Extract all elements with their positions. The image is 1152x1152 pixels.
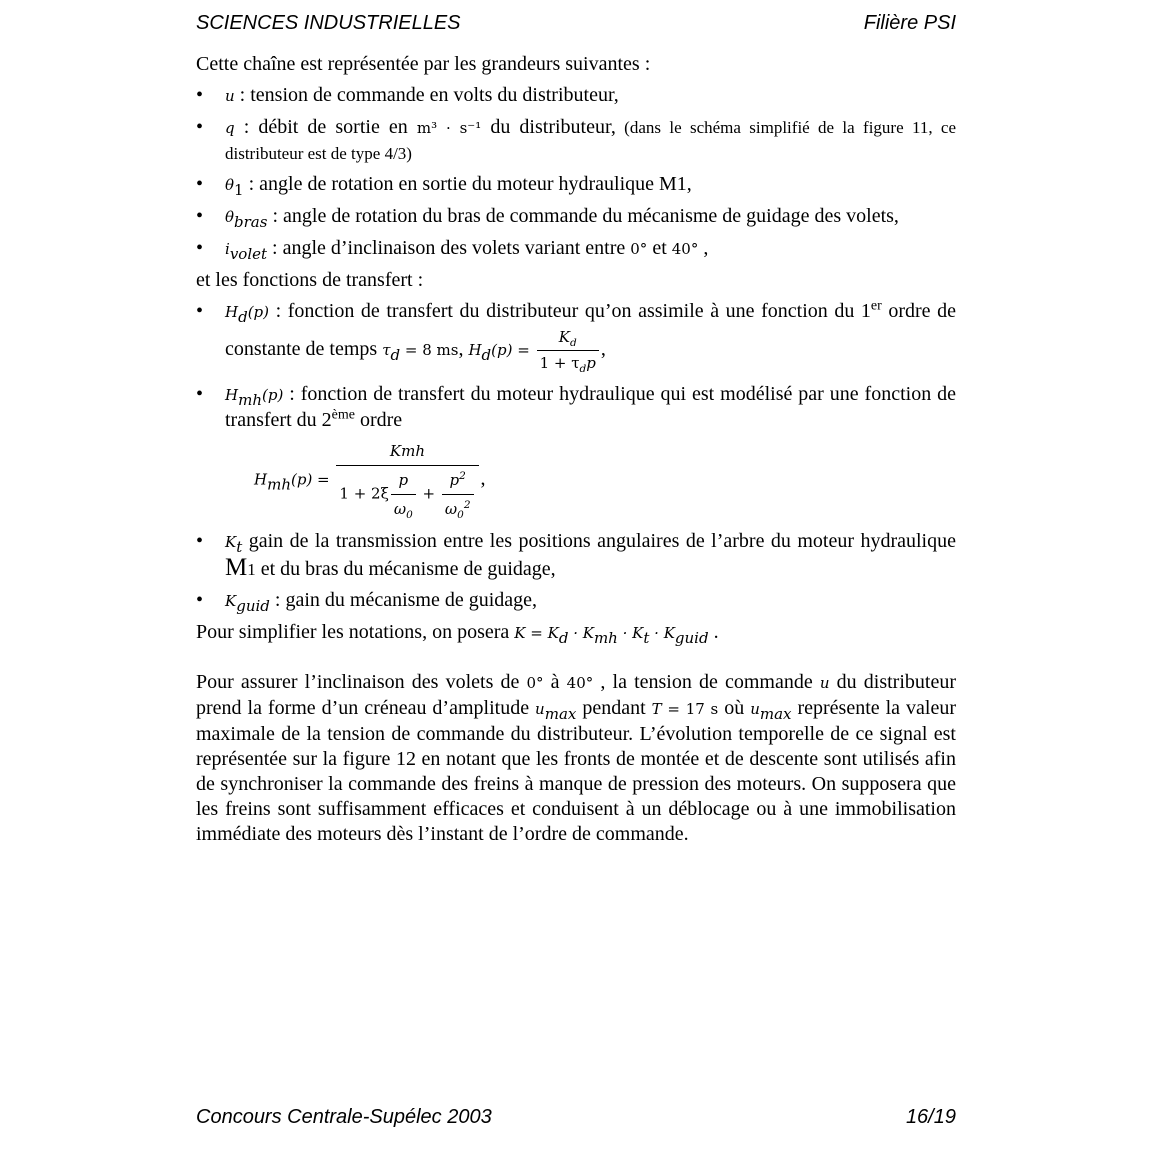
- para-text: , la tension de commande: [593, 671, 820, 693]
- para-text: du distributeur prend la forme d’un créneau d’amplitude: [196, 671, 956, 719]
- math-H: H: [254, 470, 268, 489]
- simplify-text: Pour simplifier les notations, on posera: [196, 621, 515, 643]
- math-tau: τ: [382, 341, 391, 360]
- math-theta: θ: [225, 176, 235, 194]
- math-sub: mh: [267, 475, 291, 494]
- bullet-theta1-text: : angle de rotation en sortie du moteur hydraulique M1,: [243, 173, 692, 195]
- bullet-q-note: (dans le schéma simplifié de la figure 11, ce distributeur est de type 4/3): [225, 118, 957, 163]
- math-dot: · K: [649, 624, 675, 642]
- math-sub: d: [238, 308, 248, 326]
- bullet-kt-text: gain de la transmission entre les positions angulaires de l’arbre du moteur hydraulique: [242, 530, 956, 552]
- math-dot: · K: [617, 624, 644, 642]
- math-H: H: [468, 341, 482, 360]
- frac-num: p: [391, 466, 416, 495]
- math-K: K: [225, 592, 237, 610]
- hmh-equation: $H_{mh}(p)$ = Kmh 1 + 2ξ $\frac{p}{\omega_0}$ + $\frac{p^2}{\omega_0^2}$ ,: [254, 437, 956, 523]
- bullet-icon: •: [196, 205, 204, 227]
- bullet-icon: •: [196, 84, 204, 106]
- bullet-ivolet-text: : angle d’inclinaison des volets variant entre: [267, 237, 631, 259]
- transfer-intro: et les fonctions de transfert :: [196, 269, 424, 291]
- math-sub: volet: [229, 245, 268, 263]
- motor-label: M: [225, 554, 248, 581]
- math-u: u: [750, 700, 760, 718]
- frac-den: 1 + τ: [539, 354, 580, 372]
- math-angle: 0°: [526, 674, 544, 692]
- frac-num: K: [558, 328, 570, 346]
- math-u: u: [535, 700, 545, 718]
- frac-den: 1 + 2ξ: [339, 484, 389, 503]
- math-angle: 0°: [630, 240, 648, 258]
- math-K: K = K: [514, 624, 559, 642]
- math-i: i: [225, 240, 230, 258]
- bullet-hmh-text: : fonction de transfert du moteur hydraulique qui est modélisé par une fonction de transfert du: [225, 383, 956, 431]
- bullet-kt: [196, 529, 956, 582]
- inner-fraction: [442, 466, 474, 523]
- bullet-q: [196, 115, 956, 166]
- ordinal-sup: ème: [331, 407, 355, 423]
- footer-page-number: 16/19: [905, 1106, 956, 1128]
- para-text: où: [718, 697, 751, 719]
- math-omega: ω: [444, 500, 458, 518]
- bullet-hd: • $H_d(p)$ : fonction de transfert du distributeur qu’on assimile à une fonction du 1er ordre de constante de temps $\tau_d = 8$ ms, $H_d(p)$ = $\frac{K_d}{1 + \tau_dp}$ ,: [196, 298, 956, 375]
- bullet-hd-text: : fonction de transfert du distributeur qu’on assimile à une fonction du: [269, 300, 861, 322]
- math-q-unit: m³ · s⁻¹: [416, 119, 482, 137]
- bullet-q-text2: du distributeur,: [481, 116, 616, 138]
- math-end: .: [708, 621, 719, 643]
- hmh-fraction: [336, 437, 478, 523]
- simplify-line: [196, 620, 956, 646]
- bullet-icon: •: [196, 589, 204, 611]
- bullet-q-text: : débit de sortie en: [234, 116, 417, 138]
- math-q: q: [225, 119, 235, 137]
- bullet-kguid-text: : gain du mécanisme de guidage,: [269, 589, 538, 611]
- bullet-icon: •: [196, 300, 204, 322]
- math-u: u: [819, 674, 830, 692]
- bullet-kguid: [196, 588, 956, 614]
- math-sub: guid: [236, 597, 270, 615]
- footer-contest: Concours Centrale-Supélec 2003: [196, 1106, 492, 1128]
- frac-num: Kmh: [336, 437, 478, 466]
- ordinal-num: 2: [321, 409, 332, 431]
- bullet-u: [196, 83, 956, 109]
- math-angle: 40°: [566, 674, 594, 692]
- math-sub: max: [544, 705, 577, 723]
- math-sup: 2: [463, 499, 471, 511]
- math-T: T: [651, 700, 662, 718]
- final-paragraph: [196, 670, 956, 847]
- header-section: Filière PSI: [863, 12, 956, 34]
- math-arg: (p) =: [491, 341, 535, 360]
- math-omega: ω: [393, 500, 407, 518]
- math-theta: θ: [225, 208, 235, 226]
- bullet-hd-text2: ordre de constante de temps: [225, 300, 956, 361]
- bullet-icon: •: [196, 530, 204, 552]
- math-dot: · K: [568, 624, 594, 642]
- math-sub: d: [579, 363, 587, 375]
- math-sub: d: [481, 346, 492, 365]
- document-body: [196, 52, 956, 847]
- bullet-kt-text2: et du bras du mécanisme de guidage,: [255, 558, 556, 580]
- bullet-theta1: [196, 172, 956, 198]
- frac-num: p: [449, 471, 460, 489]
- math-arg: (p) =: [290, 470, 335, 489]
- ordinal-sup: er: [870, 298, 882, 314]
- math-arg: (p): [247, 303, 270, 321]
- bullet-theta-bras-text: : angle de rotation du bras de commande du mécanisme de guidage des volets,: [267, 205, 899, 227]
- para-text: Pour assurer l’inclinaison des volets de: [196, 671, 527, 693]
- math-sub: max: [759, 705, 792, 723]
- math-tau-value: = 8 ms: [400, 341, 459, 360]
- math-arg: (p): [261, 386, 284, 404]
- math-angle: 40°: [671, 240, 699, 258]
- bullet-ivolet-end: ,: [698, 237, 709, 259]
- math-sub: 1: [234, 181, 244, 199]
- math-T-value: = 17 s: [661, 700, 719, 718]
- math-sub: 0: [457, 509, 464, 521]
- bullet-ivolet-and: et: [647, 237, 672, 259]
- math-sub: mh: [238, 391, 262, 409]
- math-sub: guid: [674, 629, 709, 647]
- bullet-u-text: : tension de commande en volts du distributeur,: [234, 84, 619, 106]
- bullet-icon: •: [196, 237, 204, 259]
- math-sub: d: [569, 337, 577, 349]
- para-text: pendant: [576, 697, 652, 719]
- bullet-ivolet: [196, 236, 956, 262]
- para-text: représente la valeur maximale de la tension de commande du distributeur. L’évolution temporelle de ce signal est représentée sur la figure 12 en notant que les fronts de montée et de descente sont utilisés afin de synchroniser la commande des freins à manque de pression des moteurs. On supposera que les freins sont suffisamment efficaces et conduisent à un déblocage ou à une immobilisation immédiate des moteurs dès l’instant de l’ordre de commande.: [196, 697, 956, 845]
- math-plus: +: [417, 484, 440, 503]
- math-sub: bras: [234, 213, 268, 231]
- motor-label-num: 1: [247, 560, 256, 579]
- bullet-theta-bras: [196, 204, 956, 230]
- math-sub: d: [390, 346, 401, 365]
- math-sub: t: [236, 538, 243, 556]
- bullet-icon: •: [196, 383, 204, 405]
- math-sub: 0: [406, 509, 413, 521]
- bullet-hmh: [196, 382, 956, 433]
- frac-den-p: p: [586, 354, 596, 372]
- math-sub: t: [643, 629, 650, 647]
- header-title: SCIENCES INDUSTRIELLES: [196, 12, 461, 34]
- math-H: H: [225, 303, 239, 321]
- para-text: à: [543, 671, 567, 693]
- math-sub: mh: [593, 629, 618, 647]
- inner-fraction: [391, 466, 416, 523]
- intro-text: Cette chaîne est représentée par les grandeurs suivantes :: [196, 53, 651, 75]
- math-u: u: [225, 87, 235, 105]
- bullet-icon: •: [196, 116, 204, 138]
- math-sub: d: [558, 629, 569, 647]
- math-K: K: [225, 533, 237, 551]
- ordinal-num: 1: [860, 300, 871, 322]
- math-sup: 2: [459, 470, 466, 482]
- hd-fraction: [537, 325, 599, 376]
- math-H: H: [225, 386, 239, 404]
- bullet-hmh-text2: ordre: [354, 409, 403, 431]
- bullet-icon: •: [196, 173, 204, 195]
